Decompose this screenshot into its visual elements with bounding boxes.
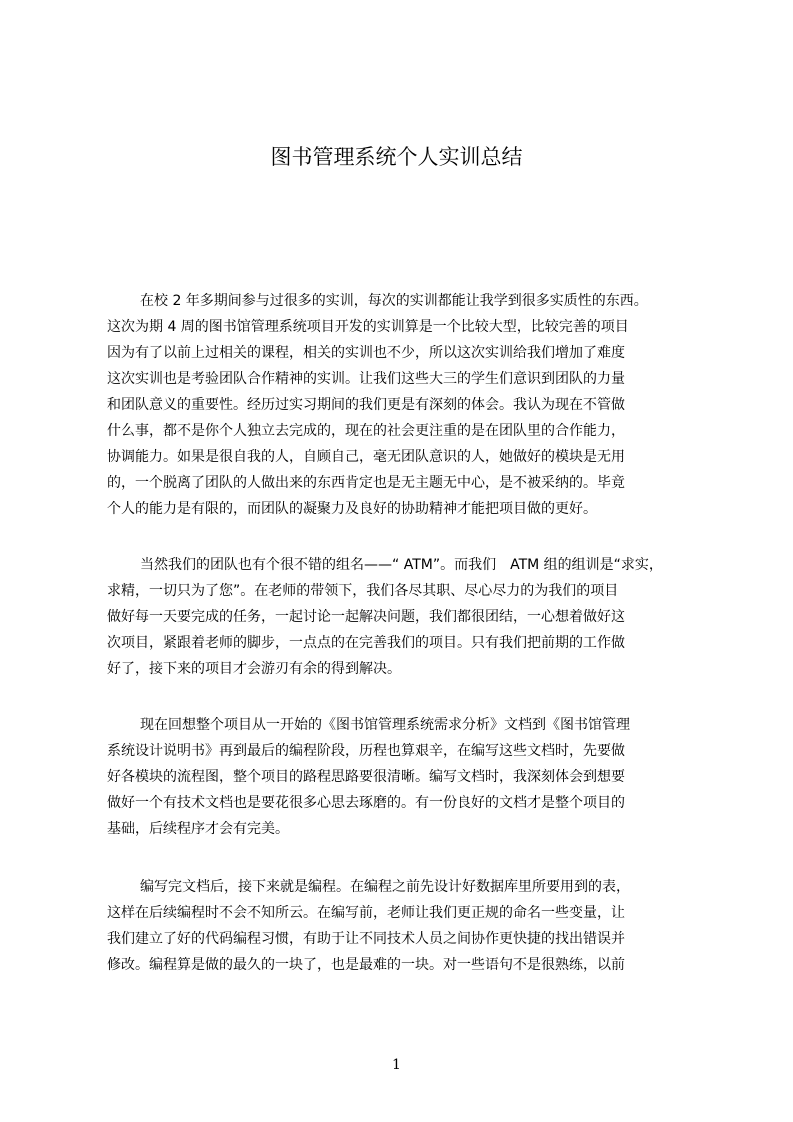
- paragraph-4: [107, 874, 713, 978]
- page-number: 1: [392, 1057, 401, 1073]
- text-line: 现在回想整个项目从一开始的《图书馆管理系统需求分析》文档到《图书馆管理: [140, 717, 630, 733]
- text-line: 编写完文档后，接下来就是编程。在编程之前先设计好数据库里所要用到的表，: [140, 879, 630, 895]
- text-line: 协调能力。如果是很自我的人，自顾自己，毫无团队意识的人，她做好的模块是无用: [107, 449, 625, 465]
- text-line: 基础，后续程序才会有完美。: [107, 821, 289, 837]
- text-line: 当然我们的团队也有个很不错的组名——“ ATM”。而我们 ATM 组的组训是“求实，: [140, 557, 663, 573]
- text-line: 我们建立了好的代码编程习惯，有助于让不同技术人员之间协作更快捷的找出错误并: [107, 931, 625, 947]
- text-line: 这样在后续编程时不会不知所云。在编写前，老师让我们更正规的命名一些变量，让: [107, 905, 625, 921]
- text-line: 在校 2 年多期间参与过很多的实训，每次的实训都能让我学到很多实质性的东西。: [140, 293, 648, 309]
- text-line: 系统设计说明书》再到最后的编程阶段，历程也算艰辛，在编写这些文档时，先要做: [107, 743, 625, 759]
- text-line: 这次实训也是考验团队合作精神的实训。让我们这些大三的学生们意识到团队的力量: [107, 371, 625, 387]
- text-line: 的，一个脱离了团队的人做出来的东西肯定也是无主题无中心，是不被采纳的。毕竟: [107, 475, 625, 491]
- document-title: 图书管理系统个人实训总结: [270, 145, 523, 169]
- text-line: 做好一个有技术文档也是要花很多心思去琢磨的。有一份良好的文档才是整个项目的: [107, 795, 625, 811]
- paragraph-1: [107, 288, 713, 522]
- paragraph-3: [107, 712, 713, 842]
- text-line: 修改。编程算是做的最久的一块了，也是最难的一块。对一些语句不是很熟练，以前: [107, 957, 625, 973]
- text-line: 好各模块的流程图，整个项目的路程思路要很清晰。编写文档时，我深刻体会到想要: [107, 769, 625, 785]
- text-line: 和团队意义的重要性。经历过实习期间的我们更是有深刻的体会。我认为现在不管做: [107, 397, 625, 413]
- text-line: 求精，一切只为了您”。在老师的带领下，我们各尽其职、尽心尽力的为我们的项目: [107, 583, 619, 599]
- text-line: 好了，接下来的项目才会游刃有余的得到解决。: [107, 661, 401, 677]
- text-line: 个人的能力是有限的，而团队的凝聚力及良好的协助精神才能把项目做的更好。: [107, 501, 597, 517]
- paragraph-2: [107, 552, 713, 682]
- text-line: 做好每一天要完成的任务，一起讨论一起解决问题，我们都很团结，一心想着做好这: [107, 609, 625, 625]
- text-line: 什么事，都不是你个人独立去完成的，现在的社会更注重的是在团队里的合作能力，: [107, 423, 625, 439]
- text-line: 次项目，紧跟着老师的脚步，一点点的在完善我们的项目。只有我们把前期的工作做: [107, 635, 625, 651]
- text-line: 这次为期 4 周的图书馆管理系统项目开发的实训算是一个比较大型，比较完善的项目: [107, 319, 629, 335]
- text-line: 因为有了以前上过相关的课程，相关的实训也不少，所以这次实训给我们增加了难度: [107, 345, 625, 361]
